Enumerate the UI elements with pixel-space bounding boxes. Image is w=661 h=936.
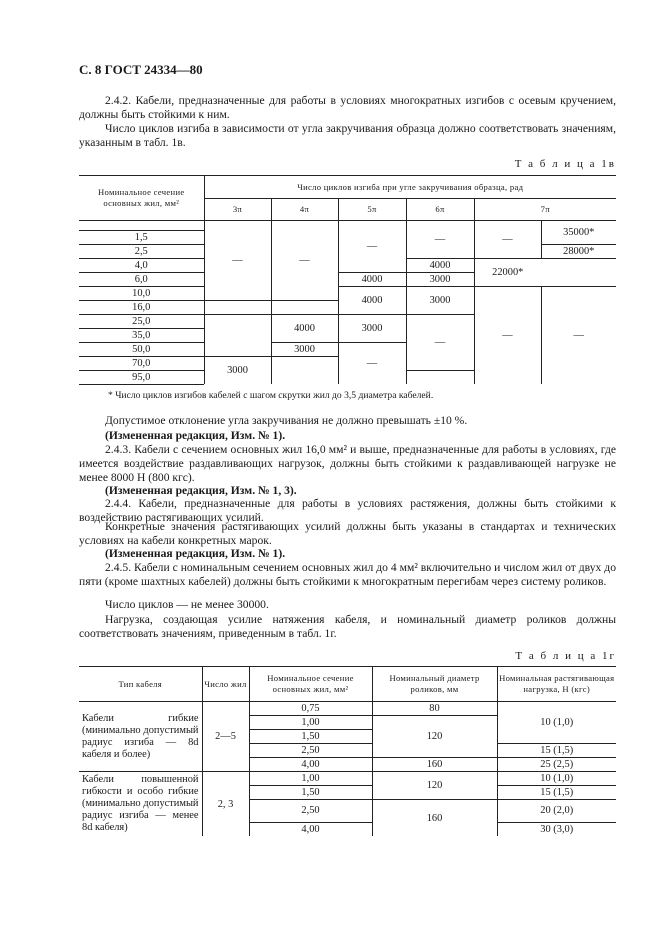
- section-4-00-a: 4,00: [249, 758, 372, 772]
- value-5pi-dash: —: [338, 221, 406, 273]
- header-section: Номинальное сечение основных жил, мм²: [79, 176, 204, 221]
- paragraph-deviation: Допустимое отклонение угла закручивания не должно превышать ±10 %.: [105, 414, 468, 427]
- value-6pi-3000: 3000: [406, 287, 474, 315]
- value-7pi-c-dash: —: [541, 287, 616, 385]
- section-1-00-b: 1,00: [249, 772, 372, 786]
- section-0-75: 0,75: [249, 702, 372, 716]
- value-5pi-dash-b: —: [338, 343, 406, 385]
- angle-6pi: 6π: [406, 199, 474, 221]
- section-50-0: 50,0: [79, 343, 204, 357]
- section-2-50-b: 2,50: [249, 800, 372, 823]
- table-1g: [79, 666, 616, 836]
- section-95-0: 95,0: [79, 371, 204, 385]
- header-diameter: Номинальный диаметр роликов, мм: [372, 667, 497, 702]
- load-10-a: 10 (1,0): [497, 702, 616, 744]
- section-35-0: 35,0: [79, 329, 204, 343]
- value-7pi-a-dash: —: [474, 221, 541, 259]
- paragraph-2-4-5: 2.4.5. Кабели с номинальным сечением основных жил до 4 мм² включительно и числом жил от двух до пяти (кроме шахтных кабелей) должны быть стойкими к многократным перегибам через систему роликов.: [79, 561, 616, 588]
- value-6pi-dash: —: [406, 221, 474, 259]
- type-high-flex: Кабели повышенной гибкости и особо гибкие (минимально допустимый радиус изгиба — менее 8d кабеля): [79, 772, 202, 837]
- value-7pi-3000: 3000: [406, 273, 474, 287]
- value-22000: 22000*: [474, 259, 541, 287]
- edit-note-1: (Измененная редакция, Изм. № 1).: [105, 429, 286, 442]
- value-3pi-3000: 3000: [204, 357, 271, 385]
- diameter-160-a: 160: [372, 758, 497, 772]
- paragraph-2-4-4: 2.4.4. Кабели, предназначенные для работы в условиях растяжения, должны быть стойкими к воздействию растягивающих усилий.: [79, 497, 616, 524]
- footnote-rule: [79, 384, 204, 385]
- header-load: Номинальная растягивающая нагрузка, Н (кгс): [497, 667, 616, 702]
- paragraph-2-4-5-cycles: Число циклов — не менее 30000.: [105, 598, 269, 611]
- value-3pi-dash: —: [204, 221, 271, 301]
- diameter-80: 80: [372, 702, 497, 716]
- section-4-00-b: 4,00: [249, 822, 372, 836]
- value-4pi-dash: —: [271, 221, 338, 301]
- section-25-0: 25,0: [79, 315, 204, 329]
- paragraph-2-4-5-load: Нагрузка, создающая усилие натяжения кабеля, и номинальный диаметр роликов должны соответствовать значениям, приведенным в табл. 1г.: [79, 613, 616, 640]
- paragraph-2-4-2: 2.4.2. Кабели, предназначенные для работы в условиях многократных изгибов с осевым кручением, должны быть стойкими к ним.: [79, 94, 616, 121]
- value-4pi-4000: 4000: [271, 315, 338, 343]
- value-6pi-4000: 4000: [338, 273, 406, 287]
- value-6pi-dash-b: —: [406, 315, 474, 371]
- section-1-5: 1,5: [79, 231, 204, 245]
- load-30: 30 (3,0): [497, 822, 616, 836]
- load-10-b: 10 (1,0): [497, 772, 616, 786]
- load-25: 25 (2,5): [497, 758, 616, 772]
- edit-note-2: (Измененная редакция, Изм. № 1, 3).: [105, 484, 297, 497]
- header-type: Тип кабеля: [79, 667, 202, 702]
- load-15-a: 15 (1,5): [497, 744, 616, 758]
- blank-4pi-b: [271, 357, 338, 385]
- angle-7pi: 7π: [474, 199, 616, 221]
- section-1-50-b: 1,50: [249, 786, 372, 800]
- paragraph-2-4-2-cycles: Число циклов изгиба в зависимости от угла закручивания образца должно соответствовать значениям, указанным в табл. 1в.: [79, 122, 616, 149]
- diameter-120-b: 120: [372, 772, 497, 800]
- angle-3pi: 3π: [204, 199, 271, 221]
- section-4-0: 4,0: [79, 259, 204, 273]
- section-2-50-a: 2,50: [249, 744, 372, 758]
- header-cores: Число жил: [202, 667, 249, 702]
- value-7pi-b-dash: —: [474, 287, 541, 385]
- paragraph-2-4-3: 2.4.3. Кабели с сечением основных жил 16,0 мм² и выше, предназначенные для работы в условиях, где имеется воздействие раздавливающих нагрузок, должны быть стойкими к раздавливающей нагрузке не менее 8000 Н (800 кгс).: [79, 443, 616, 484]
- blank-4pi: [271, 301, 338, 315]
- section-6-0: 6,0: [79, 273, 204, 287]
- page-header: С. 8 ГОСТ 24334—80: [79, 62, 203, 77]
- angle-5pi: 5π: [338, 199, 406, 221]
- value-5pi-3000: 3000: [338, 315, 406, 343]
- table-1v-caption: Т а б л и ц а 1в: [514, 158, 616, 170]
- diameter-160-b: 160: [372, 800, 497, 837]
- value-4pi-3000: 3000: [271, 343, 338, 357]
- cores-flexible: 2—5: [202, 702, 249, 772]
- value-5pi-4000: 4000: [338, 287, 406, 315]
- paragraph-2-4-4-values: Конкретные значения растягивающих усилий должны быть указаны в стандартах и технических условиях на кабели конкретных марок.: [79, 520, 616, 547]
- edit-note-3: (Измененная редакция, Изм. № 1).: [105, 547, 286, 560]
- section-1-00-a: 1,00: [249, 716, 372, 730]
- value-28000: 28000*: [541, 245, 616, 259]
- type-flexible: Кабели гибкие (минимально допустимый радиус изгиба — 8d кабеля и более): [79, 702, 202, 772]
- cores-high-flex: 2, 3: [202, 772, 249, 837]
- section-1-50-a: 1,50: [249, 730, 372, 744]
- load-15-b: 15 (1,5): [497, 786, 616, 800]
- section-70-0: 70,0: [79, 357, 204, 371]
- value-7pi-4000: 4000: [406, 259, 474, 273]
- diameter-120-a: 120: [372, 716, 497, 758]
- table-1v: [79, 175, 616, 384]
- spacer-cell: [79, 221, 204, 231]
- load-20: 20 (2,0): [497, 800, 616, 823]
- table-1v-footnote: * Число циклов изгибов кабелей с шагом скрутки жил до 3,5 диаметра кабелей.: [108, 390, 434, 401]
- angle-4pi: 4π: [271, 199, 338, 221]
- section-10-0: 10,0: [79, 287, 204, 301]
- header-cycles: Число циклов изгиба при угле закручивания образца, рад: [204, 176, 616, 199]
- header-section: Номинальное сечение основных жил, мм²: [249, 667, 372, 702]
- section-16-0: 16,0: [79, 301, 204, 315]
- blank-3pi-b: [204, 315, 271, 357]
- section-2-5: 2,5: [79, 245, 204, 259]
- blank-3pi: [204, 301, 271, 315]
- value-35000: 35000*: [541, 221, 616, 245]
- table-1g-caption: Т а б л и ц а 1г: [515, 650, 616, 662]
